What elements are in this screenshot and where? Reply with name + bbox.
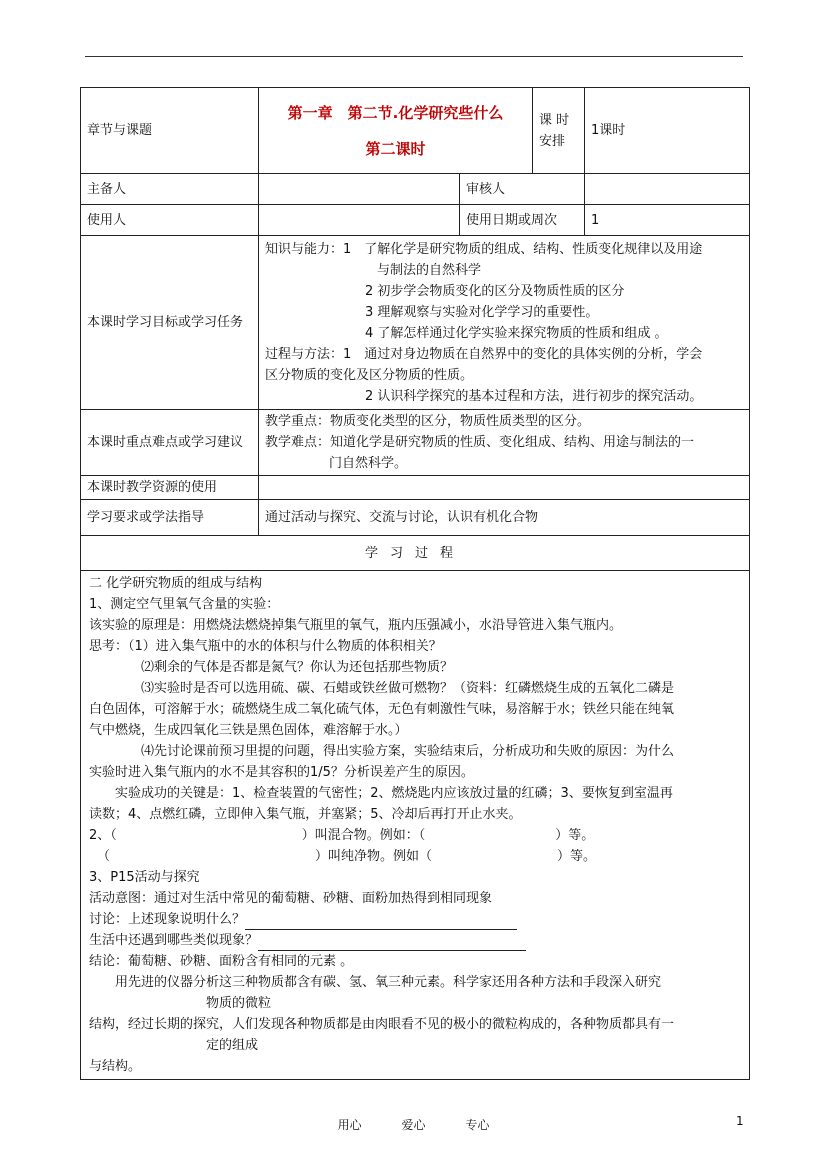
hours-label: 课 时安排: [533, 88, 585, 174]
preparer-label: 主备人: [81, 174, 259, 205]
mixture-prefix: 2、（: [89, 828, 117, 843]
process-content: [81, 571, 750, 1080]
content-line: 实验成功的关键是：1、检查装置的气密性；2、燃烧匙内应该放过量的红磷；3、要恢复到室温再: [115, 786, 673, 801]
goal-line: 3 理解观察与实验对化学学习的重要性。: [365, 304, 599, 320]
content-line: 读数；4、点燃红磷，立即伸入集气瓶，并塞紧；5、冷却后再打开止水夹。: [89, 807, 522, 822]
date-label: 使用日期或周次: [460, 205, 585, 236]
pure-line: [89, 846, 743, 867]
hours-value: 1课时: [585, 88, 750, 174]
mixture-middle: ）叫混合物。例如：（: [301, 828, 426, 843]
content-line: ⑶实验时是否可以选用硫、碳、石蜡或铁丝做可燃物？（资料：红磷燃烧生成的五氧化二磷是: [141, 681, 675, 696]
footer-word: 用心: [337, 1118, 362, 1132]
method-label: 学习要求或学法指导: [81, 500, 259, 536]
mixture-suffix: ）等。: [555, 828, 595, 843]
goal-line: 区分物质的变化及区分物质的性质。: [265, 367, 474, 383]
content-line: 活动意图：通过对生活中常见的葡萄糖、砂糖、面粉加热得到相同现象: [89, 891, 493, 906]
content-line: ⑵剩余的气体是否都是氮气？你认为还包括那些物质？: [141, 660, 454, 675]
process-heading: 学习过程: [81, 536, 750, 571]
pure-prefix: （: [97, 849, 111, 864]
goal-line: 2 初步学会物质变化的区分及物质性质的区分: [365, 283, 625, 299]
goal-line: 2 认识科学探究的基本过程和方法，进行初步的探究活动。: [365, 388, 703, 404]
page-number: 1: [736, 1114, 744, 1128]
content-line: 结构，经过长期的探究，人们发现各种物质都是由肉眼看不见的极小的微粒构成的，各种物质都具有一: [89, 1017, 675, 1032]
focus-content: [259, 410, 750, 476]
pure-middle: ）叫纯净物。例如（: [315, 849, 433, 864]
goals-label: 本课时学习目标或学习任务: [81, 236, 259, 410]
similar-line: [89, 930, 743, 951]
content-line: 思考：（1）进入集气瓶中的水的体积与什么物质的体积相关？: [89, 639, 442, 654]
content-line: 物质的微粒: [206, 996, 272, 1011]
lesson-title: 第一章 第二节.化学研究些什么: [287, 103, 504, 122]
reviewer-label: 审核人: [460, 174, 585, 205]
discussion-answer-blank[interactable]: [245, 914, 517, 930]
content-line: 用先进的仪器分析这三种物质都含有碳、氢、氧三种元素。科学家还用各种方法和手段深入研究: [115, 975, 662, 990]
date-value: 1: [585, 205, 750, 236]
content-line: 定的组成: [206, 1038, 259, 1053]
preparer-value: [259, 174, 460, 205]
user-label: 使用人: [81, 205, 259, 236]
pure-suffix: ）等。: [557, 849, 597, 864]
focus-label: 本课时重点难点或学习建议: [81, 410, 259, 476]
lesson-subtitle: 第二课时: [365, 139, 426, 158]
content-line: 二 化学研究物质的组成与结构: [89, 576, 263, 591]
similar-text: 生活中还遇到哪些类似现象？: [89, 933, 259, 948]
mixture-line: [89, 825, 743, 846]
resources-value: [259, 476, 750, 500]
method-value: 通过活动与探究、交流与讨论，认识有机化合物: [259, 500, 750, 536]
focus-line: 门自然科学。: [329, 456, 408, 471]
similar-answer-blank[interactable]: [258, 935, 526, 951]
content-line: 气中燃烧，生成四氧化三铁是黑色固体，难溶解于水。）: [89, 723, 408, 738]
header-rule: [85, 56, 743, 57]
footer-word: 专心: [465, 1118, 490, 1132]
content-line: 3、P15活动与探究: [89, 870, 200, 885]
content-line: 1、测定空气里氧气含量的实验：: [89, 597, 280, 612]
content-line: 实验时进入集气瓶内的水不是其容积的1/5？分析误差产生的原因。: [89, 765, 474, 780]
user-value: [259, 205, 460, 236]
content-line: ⑷先讨论课前预习里提的问题，得出实验方案，实验结束后，分析成功和失败的原因：为什么: [141, 744, 675, 759]
content-line: 结论：葡萄糖、砂糖、面粉含有相同的元素 。: [89, 954, 354, 969]
goals-content: [259, 236, 750, 410]
goal-line: 4 了解怎样通过化学实验来探究物质的性质和组成 。: [365, 325, 668, 341]
reviewer-value: [585, 174, 750, 205]
lesson-title-cell: [259, 88, 533, 174]
discussion-line: [89, 909, 743, 930]
footer-word: 爱心: [401, 1118, 426, 1132]
goal-line: 过程与方法：1 通过对身边物质在自然界中的变化的具体实例的分析，学会: [265, 346, 703, 362]
focus-line: 教学重点：物质变化类型的区分，物质性质类型的区分。: [265, 414, 591, 429]
footer-motto: [0, 1116, 827, 1133]
goal-line: 知识与能力：1 了解化学是研究物质的组成、结构、性质变化规律以及用途: [265, 241, 703, 257]
content-line: 白色固体，可溶解于水；硫燃烧生成二氧化硫气体，无色有刺激性气味，易溶解于水；铁丝只能在纯氧: [89, 702, 675, 717]
focus-line: 教学难点：知道化学是研究物质的性质、变化组成、结构、用途与制法的一: [265, 435, 695, 450]
lesson-plan-table: [80, 87, 750, 1080]
resources-label: 本课时教学资源的使用: [81, 476, 259, 500]
chapter-label: 章节与课题: [81, 88, 259, 174]
goal-line: 与制法的自然科学: [377, 262, 482, 278]
content-line: 该实验的原理是：用燃烧法燃烧掉集气瓶里的氧气，瓶内压强减小，水沿导管进入集气瓶内。: [89, 618, 623, 633]
discussion-text: 讨论：上述现象说明什么？: [89, 912, 246, 927]
content-line: 与结构。: [89, 1059, 142, 1074]
